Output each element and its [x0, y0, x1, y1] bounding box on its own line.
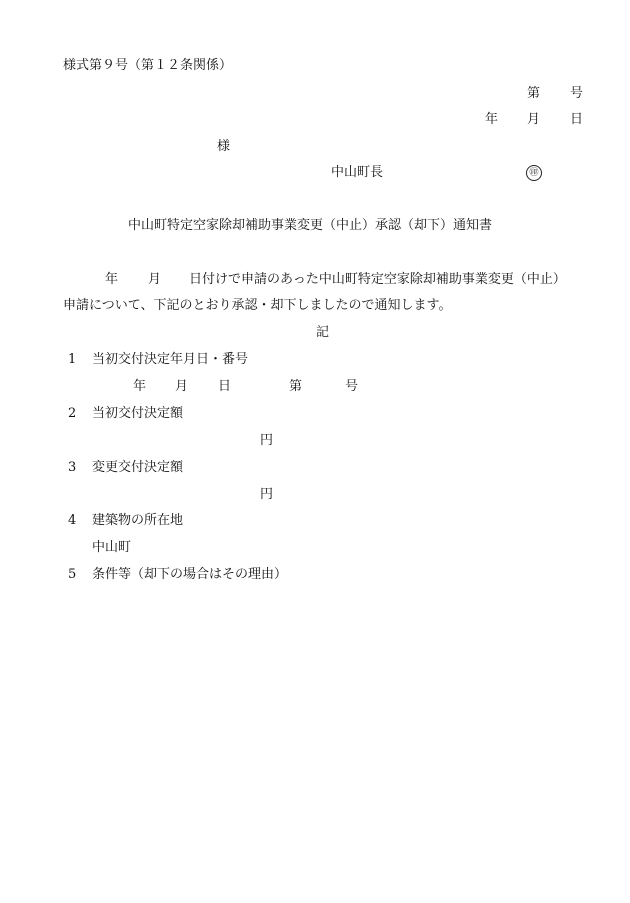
- date-day-label: 日: [570, 112, 584, 127]
- item-4-number: 4: [68, 513, 77, 528]
- doc-number-prefix: 第: [527, 86, 541, 101]
- body-line-1: 日付けで申請のあった中山町特定空家除却補助事業変更（中止）: [189, 272, 566, 287]
- sender-title: 中山町長: [331, 165, 384, 180]
- recipient-honorific: 様: [217, 139, 231, 154]
- item-4-value: 中山町: [92, 540, 132, 555]
- form-number: 様式第９号（第１２条関係）: [63, 58, 233, 73]
- body-line-2: 申請について、下記のとおり承認・却下しましたので通知します。: [63, 298, 452, 313]
- item-1-month-label: 月: [175, 379, 189, 394]
- body-month-label: 月: [148, 272, 162, 287]
- item-2-label: 当初交付決定額: [92, 406, 184, 421]
- body-year-label: 年: [105, 272, 119, 287]
- date-month-label: 月: [527, 112, 541, 127]
- item-2-unit: 円: [260, 433, 274, 448]
- item-5-label: 条件等（却下の場合はその理由）: [92, 567, 288, 582]
- item-1-number-suffix: 号: [345, 379, 359, 394]
- item-2-number: 2: [68, 406, 77, 421]
- item-3-number: 3: [68, 460, 77, 475]
- doc-number-suffix: 号: [570, 86, 584, 101]
- item-3-unit: 円: [260, 487, 274, 502]
- item-4-label: 建築物の所在地: [92, 513, 184, 528]
- item-3-label: 変更交付決定額: [92, 460, 184, 475]
- item-5-number: 5: [68, 567, 77, 582]
- item-1-day-label: 日: [218, 379, 232, 394]
- note-heading: 記: [316, 325, 330, 340]
- seal-mark: ㊞: [526, 165, 542, 181]
- item-1-number-prefix: 第: [289, 379, 303, 394]
- date-year-label: 年: [485, 112, 499, 127]
- item-1-year-label: 年: [133, 379, 147, 394]
- document-title: 中山町特定空家除却補助事業変更（中止）承認（却下）通知書: [128, 218, 493, 233]
- item-1-number: 1: [68, 352, 77, 367]
- item-1-label: 当初交付決定年月日・番号: [92, 352, 249, 367]
